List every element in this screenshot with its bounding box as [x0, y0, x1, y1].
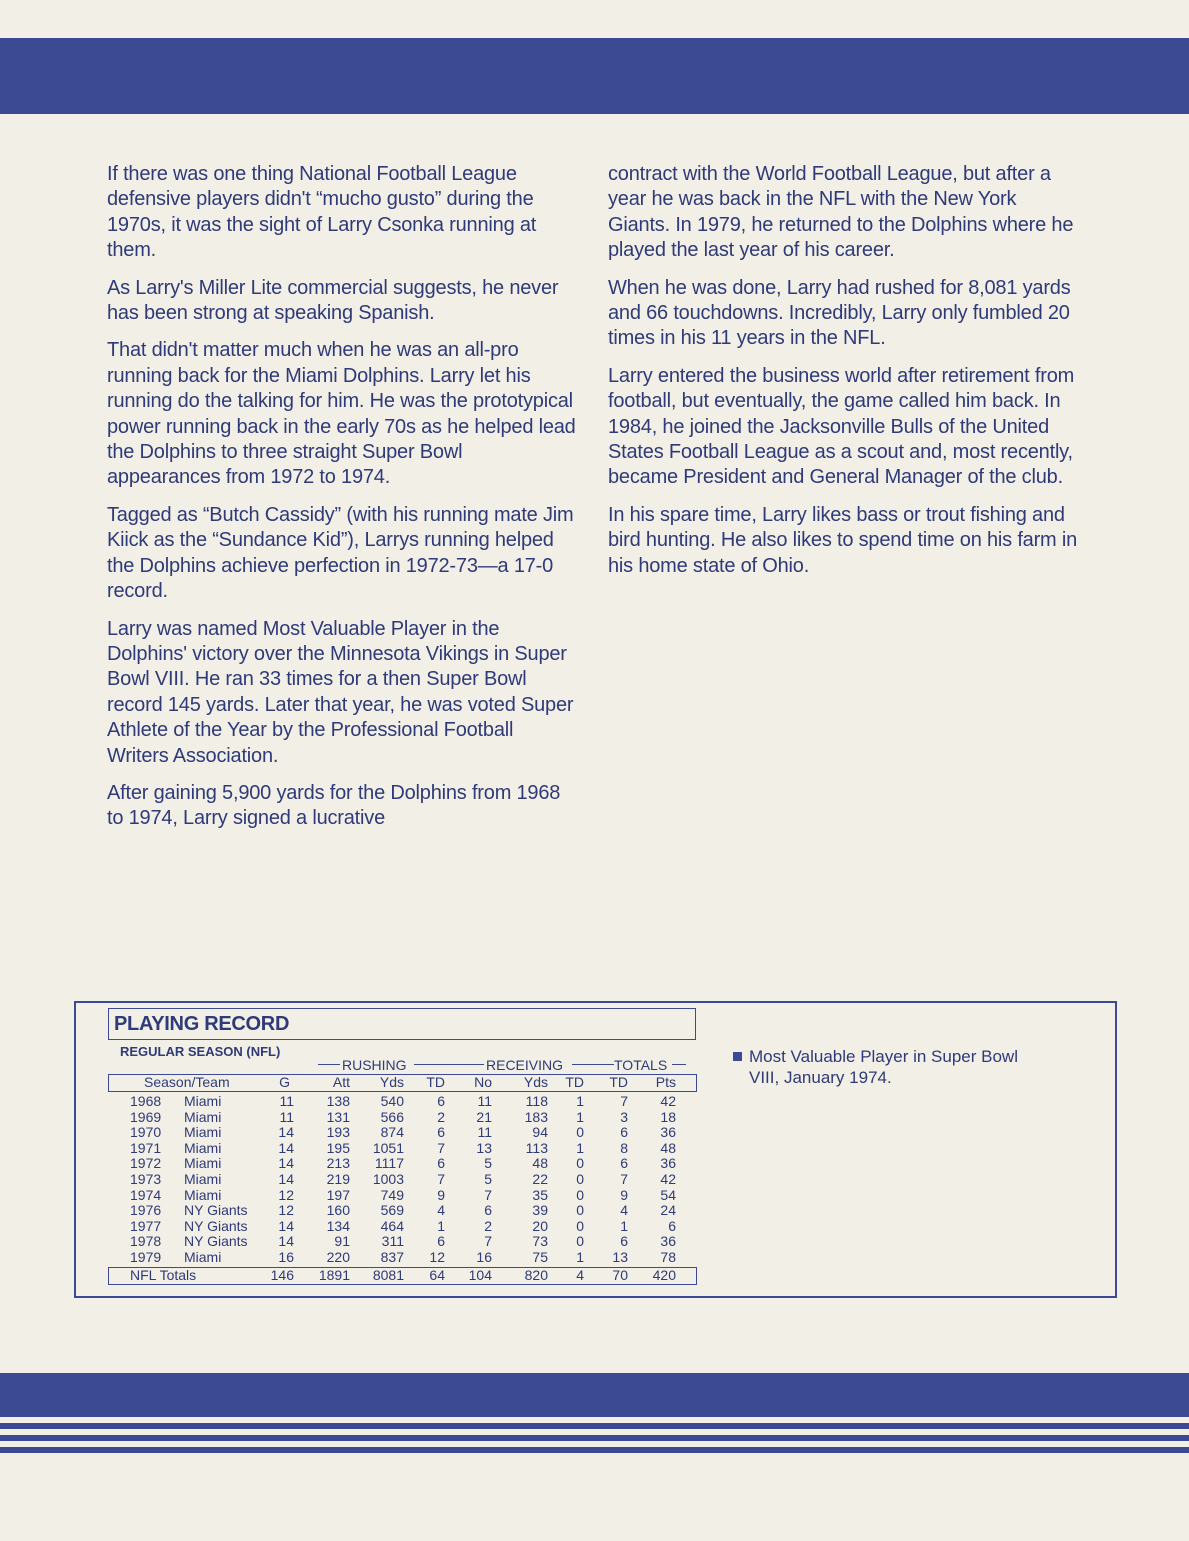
- paragraph: Tagged as “Butch Cassidy” (with his running mate Jim Kiick as the “Sundance Kid”), Larrys running helped the Dolphins achieve perfection in 1972-73—a 17-0 record.: [107, 503, 574, 603]
- paragraph: Larry entered the business world after retirement from football, but eventually, the game called him back. In 1984, he joined the Jacksonville Bulls of the United States Football League as a scout and, most recently, became President and General Manager of the club.: [608, 364, 1075, 489]
- cell-stat: 7: [437, 1139, 445, 1156]
- header-td: TD: [426, 1074, 445, 1090]
- paragraph: That didn't matter much when he was an all-pro running back for the Miami Dolphins. Larry let his running do the talking for him. He was the prototypical power running back in the early 70s as he helped lead the Dolphins to three straight Super Bowl appearances from 1972 to 1974.: [107, 339, 576, 489]
- paragraph: contract with the World Football League, but after a year he was back in the NFL with the New York Giants. In 1979, he returned to the Dolphins where he played the last year of his career.: [608, 163, 1074, 262]
- cell-stat: 78: [660, 1249, 676, 1265]
- cell-stat: 1: [620, 1217, 628, 1234]
- cell-total: 1891: [318, 1267, 350, 1283]
- cell-stat: 6: [620, 1233, 628, 1250]
- cell-stat: 1: [437, 1217, 445, 1234]
- cell-stat: 36: [660, 1124, 676, 1141]
- cell-stat: 0: [576, 1186, 584, 1203]
- cell-stat: 36: [660, 1233, 676, 1250]
- paragraph: Larry was named Most Valuable Player in the Dolphins' victory over the Minnesota Vikings in Super Bowl VIII. He ran 33 times for a then Super Bowl record 145 yards. Later that year, he was voted Super Athlete of the Year by the Professional Football Writers Association.: [107, 617, 574, 767]
- cell-stat: 11: [279, 1108, 294, 1125]
- header-td: TD: [609, 1074, 628, 1090]
- mvp-note-line2: VIII, January 1974.: [749, 1068, 892, 1087]
- cell-stat: 7: [484, 1186, 492, 1203]
- cell-stat: 131: [326, 1108, 350, 1125]
- cell-stat: 540: [380, 1093, 404, 1109]
- cell-season: 1968: [130, 1093, 162, 1109]
- cell-stat: 48: [532, 1155, 548, 1172]
- cell-stat: 6: [437, 1093, 445, 1109]
- cell-stat: 566: [380, 1108, 404, 1125]
- cell-stat: 5: [484, 1155, 492, 1172]
- cell-total: 4: [576, 1267, 584, 1283]
- mvp-note: [733, 1046, 1073, 1088]
- paragraph: As Larry's Miller Lite commercial suggests, he never has been strong at speaking Spanish.: [107, 276, 559, 325]
- cell-stat: 12: [278, 1202, 294, 1219]
- cell-total: 146: [270, 1267, 294, 1283]
- paragraph: In his spare time, Larry likes bass or trout fishing and bird hunting. He also likes to spend time on his farm in his home state of Ohio.: [608, 503, 1078, 577]
- header-yds: Yds: [379, 1074, 404, 1090]
- cell-stat: 6: [620, 1155, 628, 1172]
- cell-stat: 7: [620, 1171, 628, 1187]
- header-att: Att: [332, 1074, 350, 1090]
- cell-stat: 0: [576, 1124, 584, 1141]
- cell-stat: 0: [576, 1233, 584, 1250]
- cell-stat: 42: [660, 1171, 676, 1187]
- cell-stat: 21: [476, 1108, 492, 1125]
- article-column-left: [107, 162, 577, 844]
- table-row: [0, 1188, 1189, 1204]
- cell-stat: 464: [380, 1217, 404, 1234]
- cell-stat: 749: [380, 1186, 404, 1203]
- cell-stat: 213: [326, 1155, 350, 1172]
- playing-record-title: PLAYING RECORD: [114, 1013, 290, 1035]
- cell-stat: 1003: [372, 1171, 404, 1187]
- cell-stat: 3: [620, 1108, 628, 1125]
- header-pts: Pts: [655, 1074, 676, 1090]
- cell-total: 820: [524, 1267, 548, 1283]
- cell-team: NY Giants: [184, 1233, 248, 1250]
- square-bullet-icon: [733, 1052, 742, 1061]
- cell-stat: 14: [278, 1233, 294, 1250]
- table-row: [0, 1094, 1189, 1110]
- cell-stat: 20: [532, 1217, 548, 1234]
- cell-stat: 54: [660, 1186, 676, 1203]
- cell-total: 104: [468, 1267, 492, 1283]
- cell-stat: 311: [381, 1233, 404, 1250]
- cell-stat: 138: [326, 1093, 350, 1109]
- table-row: [0, 1219, 1189, 1235]
- cell-stat: 13: [612, 1249, 628, 1265]
- cell-stat: 7: [620, 1093, 628, 1109]
- cell-stat: 39: [532, 1202, 548, 1219]
- header-no: No: [474, 1074, 492, 1090]
- cell-stat: 0: [576, 1155, 584, 1172]
- cell-stat: 837: [380, 1249, 404, 1265]
- cell-stat: 12: [278, 1186, 294, 1203]
- cell-stat: 195: [326, 1139, 350, 1156]
- cell-stat: 160: [326, 1202, 350, 1219]
- table-row: [0, 1203, 1189, 1219]
- cell-season: 1972: [130, 1155, 162, 1172]
- cell-season: 1970: [130, 1124, 162, 1141]
- cell-team: NY Giants: [184, 1202, 248, 1219]
- cell-stat: 11: [477, 1124, 492, 1141]
- article-column-right: [608, 162, 1078, 591]
- cell-stat: 219: [326, 1171, 350, 1187]
- cell-team: NY Giants: [184, 1217, 248, 1234]
- group-head-receiving: RECEIVING: [486, 1057, 564, 1073]
- cell-stat: 48: [660, 1139, 676, 1156]
- cell-stat: 14: [278, 1171, 294, 1187]
- cell-stat: 0: [576, 1171, 584, 1187]
- cell-season: 1979: [130, 1249, 162, 1265]
- cell-stat: 9: [437, 1186, 445, 1203]
- cell-team: Miami: [184, 1186, 222, 1203]
- cell-stat: 6: [437, 1233, 445, 1250]
- cell-stat: 1: [576, 1139, 584, 1156]
- cell-stat: 0: [576, 1217, 584, 1234]
- header-g: G: [279, 1074, 290, 1090]
- cell-season: 1978: [130, 1233, 162, 1250]
- cell-stat: 2: [484, 1217, 492, 1234]
- cell-stat: 2: [437, 1108, 445, 1125]
- mvp-note-line1: Most Valuable Player in Super Bowl: [749, 1047, 1018, 1066]
- cell-stat: 118: [525, 1093, 548, 1109]
- group-rule: [572, 1064, 614, 1065]
- cell-stat: 75: [532, 1249, 548, 1265]
- cell-stat: 1051: [372, 1139, 404, 1156]
- cell-total: 8081: [372, 1267, 404, 1283]
- cell-stat: 220: [326, 1249, 350, 1265]
- cell-season: 1973: [130, 1171, 162, 1187]
- cell-stat: 113: [525, 1139, 548, 1156]
- cell-stat: 73: [532, 1233, 548, 1250]
- cell-stat: 6: [437, 1155, 445, 1172]
- table-row: [0, 1234, 1189, 1250]
- stripe: [0, 1423, 1189, 1429]
- cell-season: 1974: [130, 1186, 162, 1203]
- cell-total: 70: [612, 1267, 628, 1283]
- cell-stat: 193: [326, 1124, 350, 1141]
- cell-stat: 94: [532, 1124, 548, 1141]
- cell-stat: 9: [620, 1186, 628, 1203]
- playing-record-subtitle: REGULAR SEASON (NFL): [120, 1044, 281, 1059]
- cell-stat: 6: [668, 1217, 676, 1234]
- cell-stat: 1: [576, 1108, 584, 1125]
- cell-season: 1976: [130, 1202, 162, 1219]
- cell-total: 64: [429, 1267, 445, 1283]
- cell-stat: 18: [660, 1108, 676, 1125]
- header-season-team: Season/Team: [144, 1074, 230, 1090]
- cell-stat: 134: [326, 1217, 350, 1234]
- table-row: [0, 1156, 1189, 1172]
- cell-stat: 874: [380, 1124, 404, 1141]
- cell-stat: 14: [278, 1217, 294, 1234]
- stripe: [0, 1435, 1189, 1441]
- paragraph: After gaining 5,900 yards for the Dolphins from 1968 to 1974, Larry signed a lucrative: [107, 781, 561, 830]
- cell-stat: 14: [278, 1155, 294, 1172]
- cell-stat: 24: [660, 1202, 676, 1219]
- cell-stat: 6: [620, 1124, 628, 1141]
- cell-season: 1971: [130, 1139, 162, 1156]
- cell-stat: 7: [484, 1233, 492, 1250]
- cell-team: Miami: [184, 1124, 222, 1141]
- cell-stat: 14: [278, 1124, 294, 1141]
- cell-team: Miami: [184, 1108, 222, 1125]
- table-row: [0, 1110, 1189, 1126]
- cell-stat: 4: [620, 1202, 628, 1219]
- header-td: TD: [565, 1074, 584, 1090]
- cell-stat: 13: [476, 1139, 492, 1156]
- table-row: [0, 1250, 1189, 1266]
- cell-stat: 91: [334, 1233, 350, 1250]
- cell-stat: 36: [660, 1155, 676, 1172]
- cell-season: 1969: [130, 1108, 162, 1125]
- cell-stat: 5: [484, 1171, 492, 1187]
- table-row: [0, 1172, 1189, 1188]
- cell-stat: 8: [620, 1139, 628, 1156]
- table-row: [0, 1125, 1189, 1141]
- stripe: [0, 1373, 1189, 1417]
- cell-stat: 22: [532, 1171, 548, 1187]
- paragraph: When he was done, Larry had rushed for 8,081 yards and 66 touchdowns. Incredibly, Larry only fumbled 20 times in his 11 years in the NFL.: [608, 276, 1071, 350]
- cell-stat: 0: [576, 1202, 584, 1219]
- cell-team: Miami: [184, 1093, 222, 1109]
- cell-stat: 16: [476, 1249, 492, 1265]
- stripe: [0, 1447, 1189, 1453]
- paragraph: If there was one thing National Football League defensive players didn't “mucho gusto” during the 1970s, it was the sight of Larry Csonka running at them.: [107, 163, 537, 262]
- cell-stat: 1: [576, 1093, 584, 1109]
- cell-team: Miami: [184, 1139, 222, 1156]
- cell-stat: 4: [437, 1202, 445, 1219]
- group-head-totals: TOTALS: [614, 1057, 668, 1073]
- table-row: [0, 1141, 1189, 1157]
- cell-stat: 16: [278, 1249, 294, 1265]
- group-rule: [318, 1064, 340, 1065]
- cell-stat: 6: [484, 1202, 492, 1219]
- cell-stat: 12: [429, 1249, 445, 1265]
- cell-stat: 35: [532, 1186, 548, 1203]
- cell-stat: 7: [437, 1171, 445, 1187]
- cell-stat: 197: [326, 1186, 350, 1203]
- header-yds: Yds: [523, 1074, 548, 1090]
- cell-team: Miami: [184, 1155, 222, 1172]
- group-rule: [414, 1064, 484, 1065]
- cell-stat: 569: [380, 1202, 404, 1219]
- cell-total: 420: [652, 1267, 676, 1283]
- cell-stat: 11: [477, 1093, 492, 1109]
- cell-stat: 1: [576, 1249, 584, 1265]
- cell-stat: 14: [278, 1139, 294, 1156]
- cell-totals-label: NFL Totals: [130, 1267, 197, 1283]
- group-rule: [672, 1064, 686, 1065]
- cell-team: Miami: [184, 1171, 222, 1187]
- cell-stat: 42: [660, 1093, 676, 1109]
- cell-team: Miami: [184, 1249, 222, 1265]
- cell-stat: 1117: [374, 1155, 404, 1172]
- cell-season: 1977: [130, 1217, 162, 1234]
- cell-stat: 11: [279, 1093, 294, 1109]
- cell-stat: 183: [524, 1108, 548, 1125]
- cell-stat: 6: [437, 1124, 445, 1141]
- group-head-rushing: RUSHING: [342, 1057, 407, 1073]
- top-band: [0, 38, 1189, 114]
